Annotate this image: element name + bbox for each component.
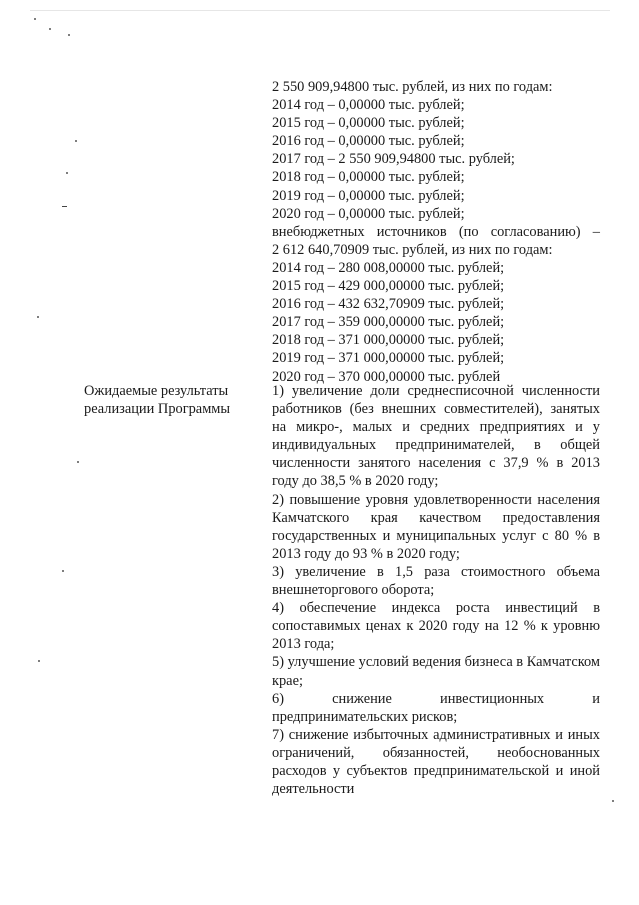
scan-speck [75,140,77,142]
funding-block [272,78,600,386]
scan-speck [62,206,67,207]
funding-line: 2 612 640,70909 тыс. рублей, из них по годам: [272,241,553,258]
funding-line: 2019 год – 0,00000 тыс. рублей; [272,187,465,204]
funding-line: 2014 год – 280 008,00000 тыс. рублей; [272,259,505,276]
result-item: 6) снижение инвестиционных и предпринимательских рисков; [272,690,600,725]
result-item: 7) снижение избыточных административных и иных ограничений, обязанностей, необоснованных расходов у субъектов предпринимательской и иной деятельности [272,726,600,798]
funding-line: 2020 год – 0,00000 тыс. рублей; [272,205,465,222]
result-item: 1) увеличение доли среднесписочной численности работников (без внешних совместителей), занятых на микро-, малых и средних предприятиях и у индивидуальных предпринимателей, в общей численности занятого населения с 37,9 % в 2013 году до 38,5 % в 2020 году; [272,383,600,490]
funding-line: 2015 год – 429 000,00000 тыс. рублей; [272,278,505,295]
heading-word: – [592,223,600,240]
funding-line: 2014 год – 0,00000 тыс. рублей; [272,97,465,114]
funding-line: 2019 год – 371 000,00000 тыс. рублей; [272,350,505,367]
funding-line: 2017 год – 359 000,00000 тыс. рублей; [272,314,505,331]
scan-speck [49,28,51,30]
result-item: 2) повышение уровня удовлетворенности населения Камчатского края качеством предоставления государственных и муниципальных услуг с 80 % в 2013 году до 93 % в 2020 году; [272,491,600,562]
scan-speck [34,18,36,20]
funding-line: 2018 год – 371 000,00000 тыс. рублей; [272,332,505,349]
scan-speck [612,800,614,802]
heading-word: источников [376,223,447,240]
scan-speck [38,660,40,662]
scan-speck [37,316,39,318]
funding-line: 2018 год – 0,00000 тыс. рублей; [272,169,465,186]
heading-word: (по [458,223,479,240]
results-list [272,382,600,798]
scan-speck [77,461,79,463]
scan-speck [68,34,70,36]
funding-line: 2017 год – 2 550 909,94800 тыс. рублей; [272,151,515,168]
result-item: 4) обеспечение индекса роста инвестиций в сопоставимых ценах к 2020 году на 12 % к уровню 2013 года; [272,600,600,653]
funding-line: 2016 год – 432 632,70909 тыс. рублей; [272,296,505,313]
heading-word: внебюджетных [272,223,365,240]
extrabudget-heading [272,223,600,241]
funding-line: 2020 год – 370 000,00000 тыс. рублей [272,368,501,385]
scan-speck [66,172,68,174]
funding-line: 2015 год – 0,00000 тыс. рублей; [272,115,465,132]
funding-line: 2 550 909,94800 тыс. рублей, из них по годам: [272,79,553,95]
result-item: 5) улучшение условий ведения бизнеса в Камчатском крае; [272,654,600,689]
scan-speck [62,570,64,572]
scan-edge-line [30,10,610,11]
results-label: Ожидаемые результаты реализации Программы [84,383,231,418]
result-item: 3) увеличение в 1,5 раза стоимостного объема внешнеторгового оборота; [272,563,600,599]
heading-word: согласованию) [490,223,581,240]
funding-line: 2016 год – 0,00000 тыс. рублей; [272,133,465,150]
